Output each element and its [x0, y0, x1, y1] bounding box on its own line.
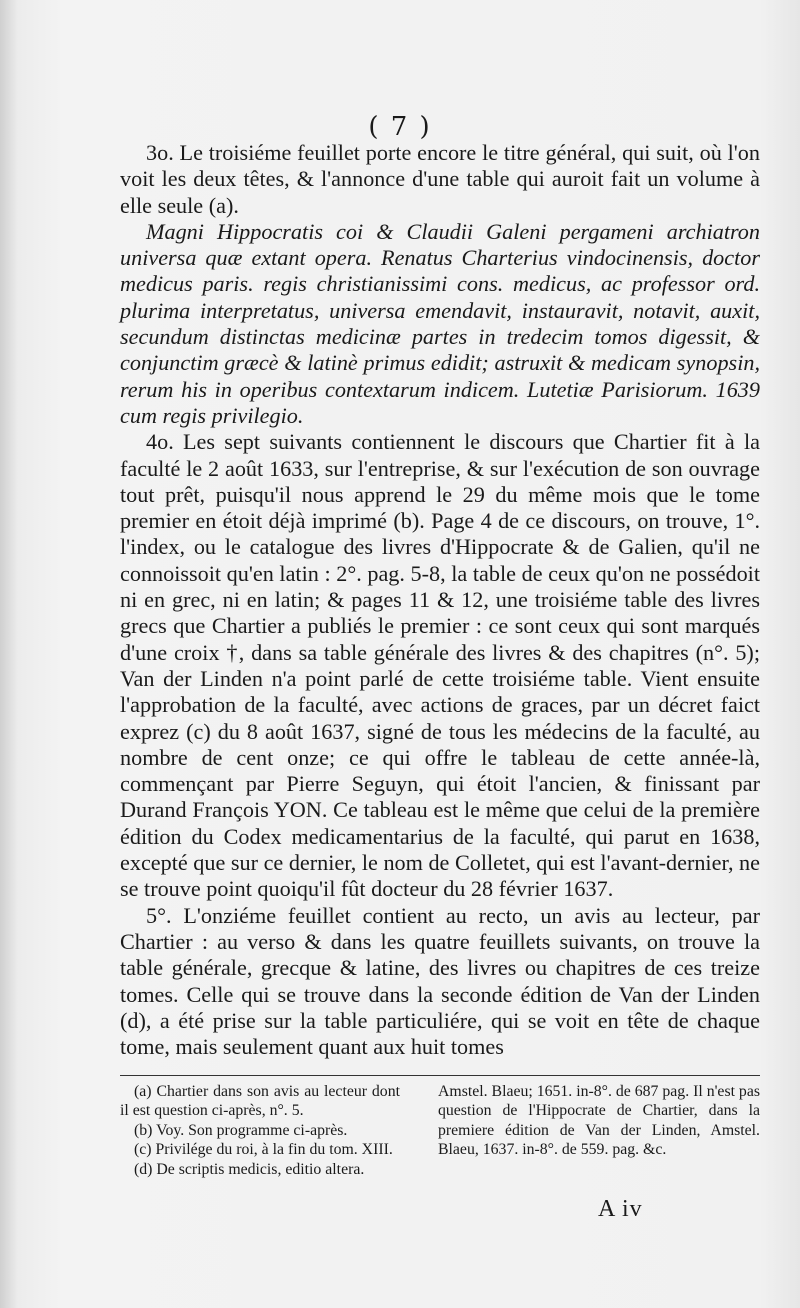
page-number: ( 7 ) — [368, 112, 432, 142]
footnote-d-continued: Amstel. Blaeu; 1651. in-8°. de 687 pag. Il n'est pas question de l'Hippocrate de Chartier, dans la premiere édition de Van der Linden, Amstel. Blaeu, 1637. in-8°. de 559. pag. &c. — [438, 1083, 760, 1159]
paragraph-4: 4o. Les sept suivants contiennent le discours que Chartier fit à la faculté le 2 août 1633, sur l'entreprise, & sur l'exécution de son ouvrage tout prêt, puisqu'il nous apprend le 29 du même mois que le tome premier en étoit déjà imprimé (b). Page 4 de ce discours, on trouve, 1°. l'index, ou le catalogue des livres d'Hippocrate & de Galien, qu'il ne connoissoit qu'en latin : 2°. pag. 5-8, la table de ceux qu'on ne possédoit ni en grec, ni en latin; & pages 11 & 12, une troisiéme table des livres grecs que Chartier a publiés le premier : ce sont ceux qui sont marqués d'une croix †, dans sa table générale des livres & des chapitres (n°. 5); Van der Linden n'a point parlé de cette troisiéme table. Vient ensuite l'approbation de la faculté, avec actions de graces, par un décret faict exprez (c) du 8 août 1637, signé de tous les médecins de la faculté, au nombre de cent onze; ce qui offre le tableau de cette année-là, commençant par Pierre Seguyn, qui étoit l'ancien, & finissant par Durand François YON. Ce tableau est le même que celui de la première édition du Codex medicamentarius de la faculté, qui parut en 1638, excepté que sur ce dernier, le nom de Colletet, qui est l'avant-dernier, ne se trouve point quoiqu'il fût docteur du 28 février 1637. — [120, 429, 760, 902]
footnotes-left-column — [120, 1082, 400, 1179]
footnote-b: (b) Voy. Son programme ci-après. — [134, 1121, 348, 1139]
signature-mark: A iv — [598, 1196, 643, 1222]
footnote-a: (a) Chartier dans son avis au lecteur dont il est question ci-après, n°. 5. — [120, 1083, 400, 1120]
footnote-d: (d) De scriptis medicis, editio altera. — [134, 1160, 365, 1178]
main-text — [120, 140, 760, 1060]
paragraph-3: 3o. Le troisiéme feuillet porte encore le titre général, qui suit, où l'on voit les deux têtes, & l'annonce d'une table qui auroit fait un volume à elle seule (a). — [120, 140, 760, 218]
footnote-divider — [120, 1075, 760, 1076]
latin-title: Magni Hippocratis coi & Claudii Galeni pergameni archiatron universa quæ extant opera. Renatus Charterius vindocinensis, doctor medicus paris. regis christianissimi cons. medicus, ac professor ord. plurima interpretatus, universa emendavit, instauravit, notavit, auxit, secundum distinctas medicinæ partes in tredecim tomos digessit, & conjunctim græcè & latinè primus edidit; astruxit & medicam synopsin, rerum his in operibus contextarum indicem. Lutetiæ Parisiorum. 1639 cum regis privilegio. — [120, 218, 760, 428]
paragraph-5: 5°. L'onziéme feuillet contient au recto, un avis au lecteur, par Chartier : au verso & dans les quatre feuillets suivants, on trouve la table générale, grecque & latine, des livres ou chapitres de ces treize tomes. Celle qui se trouve dans la seconde édition de Van der Linden (d), a été prise sur la table particuliére, qui se voit en tête de chaque tome, mais seulement quant aux huit tomes — [120, 902, 760, 1060]
footnotes-right-column — [438, 1082, 760, 1160]
footnote-c: (c) Privilége du roi, à la fin du tom. XIII. — [134, 1141, 393, 1159]
